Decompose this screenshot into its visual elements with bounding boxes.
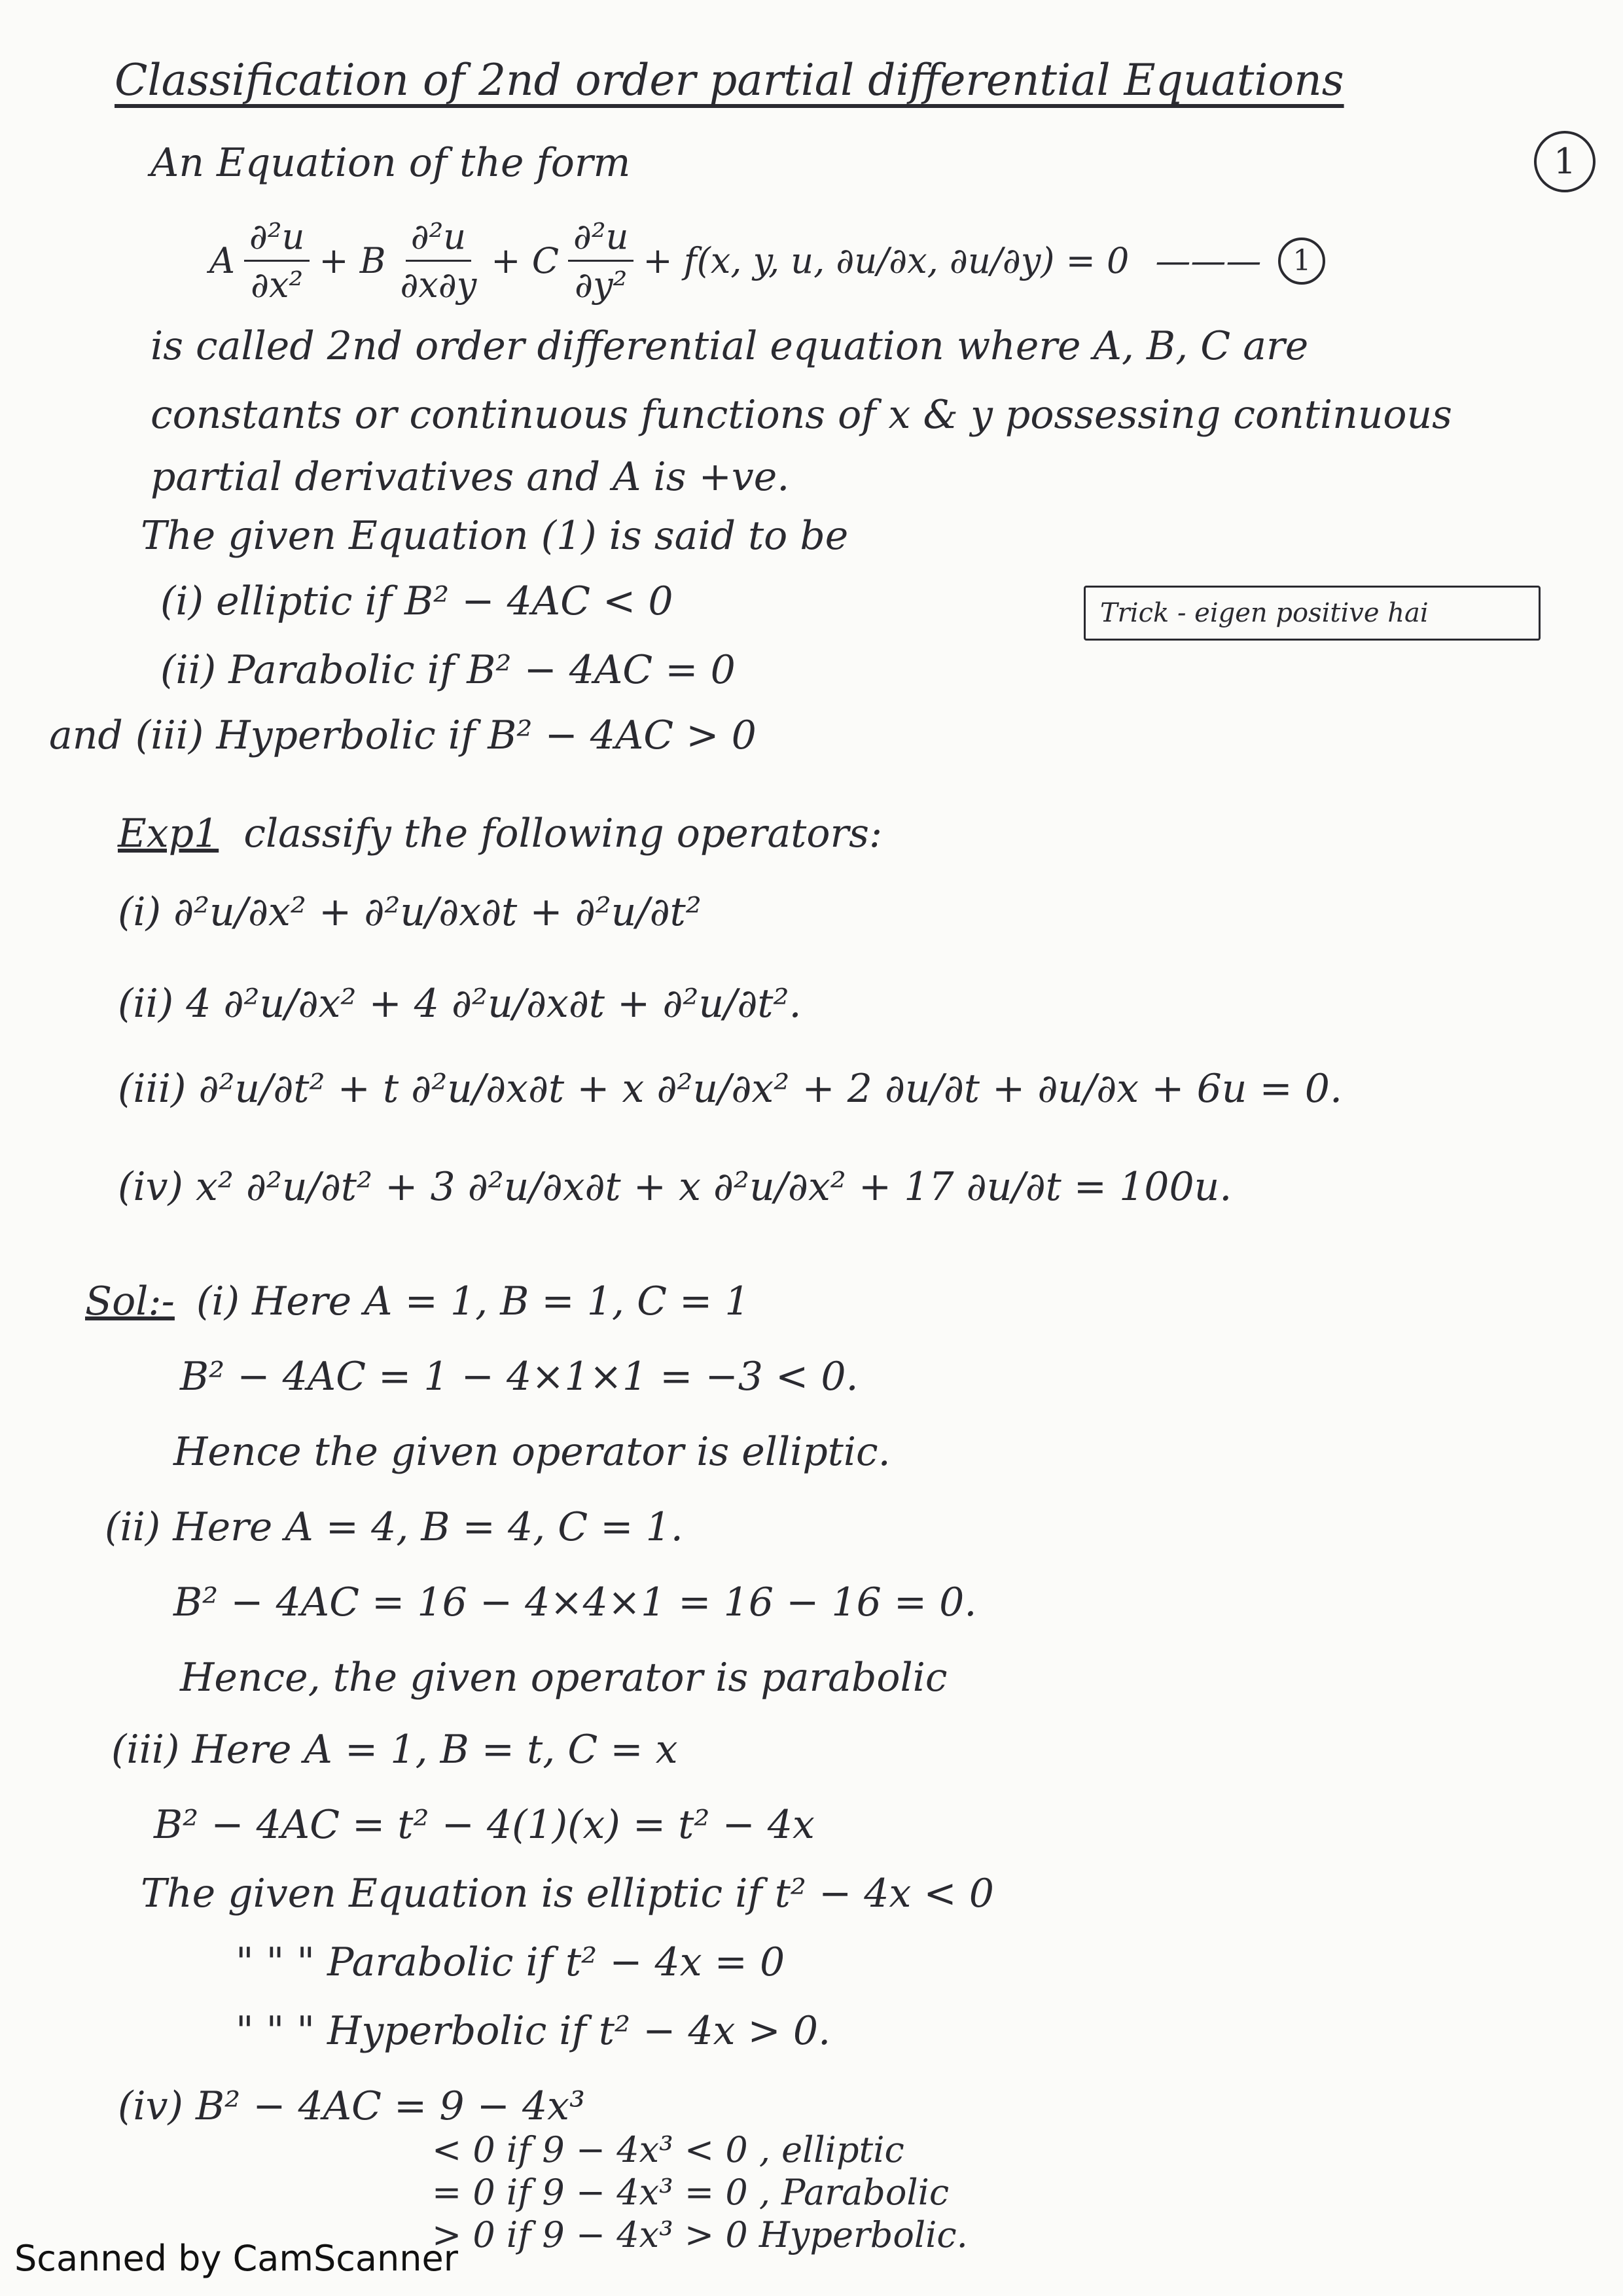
solution-line-9: The given Equation is elliptic if t² − 4x < 0 xyxy=(141,1871,994,1916)
general-equation: A ∂²u ∂x² + B ∂²u ∂x∂y + C ∂²u ∂y² + f(x, y, u, ∂u/∂x, ∂u/∂y) = 0 ——— 1 xyxy=(209,216,1325,306)
solution-line-7: (iii) Here A = 1, B = t, C = x xyxy=(111,1727,678,1773)
solution-line-6: Hence, the given operator is parabolic xyxy=(180,1655,948,1701)
page-title: Classification of 2nd order partial differential Equations xyxy=(115,55,1344,105)
solution-line-2: B² − 4AC = 1 − 4×1×1 = −3 < 0. xyxy=(180,1354,859,1400)
solution-line-4: (ii) Here A = 4, B = 4, C = 1. xyxy=(105,1504,683,1550)
operator-ii: (ii) 4 ∂²u/∂x² + 4 ∂²u/∂x∂t + ∂²u/∂t². xyxy=(118,981,802,1027)
equation-tag: 1 xyxy=(1278,238,1325,285)
operator-iii: (iii) ∂²u/∂t² + t ∂²u/∂x∂t + x ∂²u/∂x² + 2 ∂u/∂t + ∂u/∂x + 6u = 0. xyxy=(118,1066,1343,1112)
solution-line-14: = 0 if 9 − 4x³ = 0 , Parabolic xyxy=(432,2172,950,2213)
conditions-intro: The given Equation (1) is said to be xyxy=(141,513,849,559)
example-text: classify the following operators: xyxy=(243,811,883,857)
example-heading xyxy=(118,811,882,857)
solution-line-13: < 0 if 9 − 4x³ < 0 , elliptic xyxy=(432,2129,904,2170)
solution-line-11: " " " Hyperbolic if t² − 4x > 0. xyxy=(236,2008,831,2054)
fraction-uyy: ∂²u ∂y² xyxy=(568,216,633,306)
example-label: Exp1 xyxy=(118,811,219,857)
operator-iv: (iv) x² ∂²u/∂t² + 3 ∂²u/∂x∂t + x ∂²u/∂x² + 17 ∂u/∂t = 100u. xyxy=(118,1164,1232,1210)
coef-b: B xyxy=(359,240,386,281)
fraction-uxy: ∂²u ∂x∂y xyxy=(400,216,477,306)
solution-line-10: " " " Parabolic if t² − 4x = 0 xyxy=(236,1939,785,1985)
condition-parabolic: (ii) Parabolic if B² − 4AC = 0 xyxy=(160,647,736,693)
page-number: 1 xyxy=(1534,131,1596,192)
solution-line-15: > 0 if 9 − 4x³ > 0 Hyperbolic. xyxy=(432,2214,968,2255)
trick-note-box: Trick - eigen positive hai xyxy=(1084,586,1541,641)
condition-elliptic: (i) elliptic if B² − 4AC < 0 xyxy=(160,578,673,624)
definition-line-1: is called 2nd order differential equation where A, B, C are xyxy=(151,323,1309,369)
fraction-uxx: ∂²u ∂x² xyxy=(244,216,310,306)
intro-text: An Equation of the form xyxy=(151,140,631,186)
solution-label: Sol:- xyxy=(85,1279,175,1324)
operator-i: (i) ∂²u/∂x² + ∂²u/∂x∂t + ∂²u/∂t² xyxy=(118,889,702,935)
solution-line-8: B² − 4AC = t² − 4(1)(x) = t² − 4x xyxy=(154,1802,815,1848)
definition-line-2: constants or continuous functions of x & y possessing continuous xyxy=(151,392,1452,438)
solution-line-3: Hence the given operator is elliptic. xyxy=(173,1429,891,1475)
coef-c: C xyxy=(531,240,560,281)
definition-line-3: partial derivatives and A is +ve. xyxy=(151,454,790,500)
solution-line-5: B² − 4AC = 16 − 4×4×1 = 16 − 16 = 0. xyxy=(173,1580,977,1625)
coef-a: A xyxy=(209,240,235,281)
solution-line-1: (i) Here A = 1, B = 1, C = 1 xyxy=(196,1279,750,1324)
scanner-watermark: Scanned by CamScanner xyxy=(14,2238,458,2279)
condition-hyperbolic: and (iii) Hyperbolic if B² − 4AC > 0 xyxy=(49,713,757,758)
equation-remainder: + f(x, y, u, ∂u/∂x, ∂u/∂y) = 0 xyxy=(643,240,1130,281)
solution-line-12: (iv) B² − 4AC = 9 − 4x³ xyxy=(118,2083,586,2129)
